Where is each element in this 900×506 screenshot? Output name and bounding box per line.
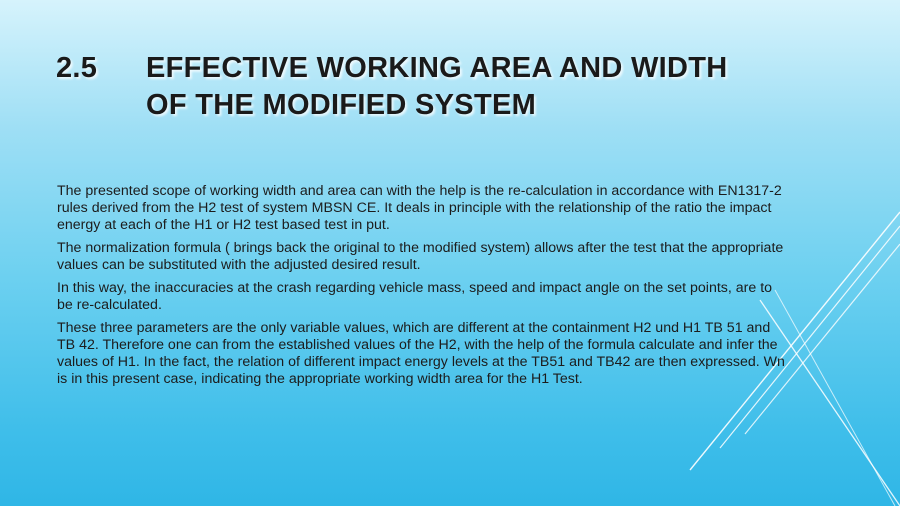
slide-title <box>56 50 756 124</box>
body-text <box>57 183 789 394</box>
section-heading: EFFECTIVE WORKING AREA AND WIDTH OF THE MODIFIED SYSTEM <box>146 52 728 121</box>
paragraph: In this way, the inaccuracies at the crash regarding vehicle mass, speed and impact angle on the set points, are to be re-calculated. <box>57 280 773 313</box>
paragraph: These three parameters are the only variable values, which are different at the containment H2 und H1 TB 51 and TB 42. Therefore one can from the established values of the H2, with the help of the formula calculate and infer the values of H1. In the fact, the relation of different impact energy levels at the TB51 and TB42 are then expressed. Wn is in this present case, indicating the appropriate working width area for the H1 Test. <box>57 320 785 387</box>
deco-line-5 <box>775 290 895 506</box>
section-number: 2.5 <box>56 52 98 84</box>
paragraph: The normalization formula ( brings back the original to the modified system) allows after the test that the appropriate values can be substituted with the adjusted desired result. <box>57 240 784 273</box>
paragraph: The presented scope of working width and area can with the help is the re-calculation in accordance with EN1317-2 rules derived from the H2 test of system MBSN CE. It deals in principle with the relationship of the ratio the impact energy at each of the H1 or H2 test based test in put. <box>57 183 782 233</box>
